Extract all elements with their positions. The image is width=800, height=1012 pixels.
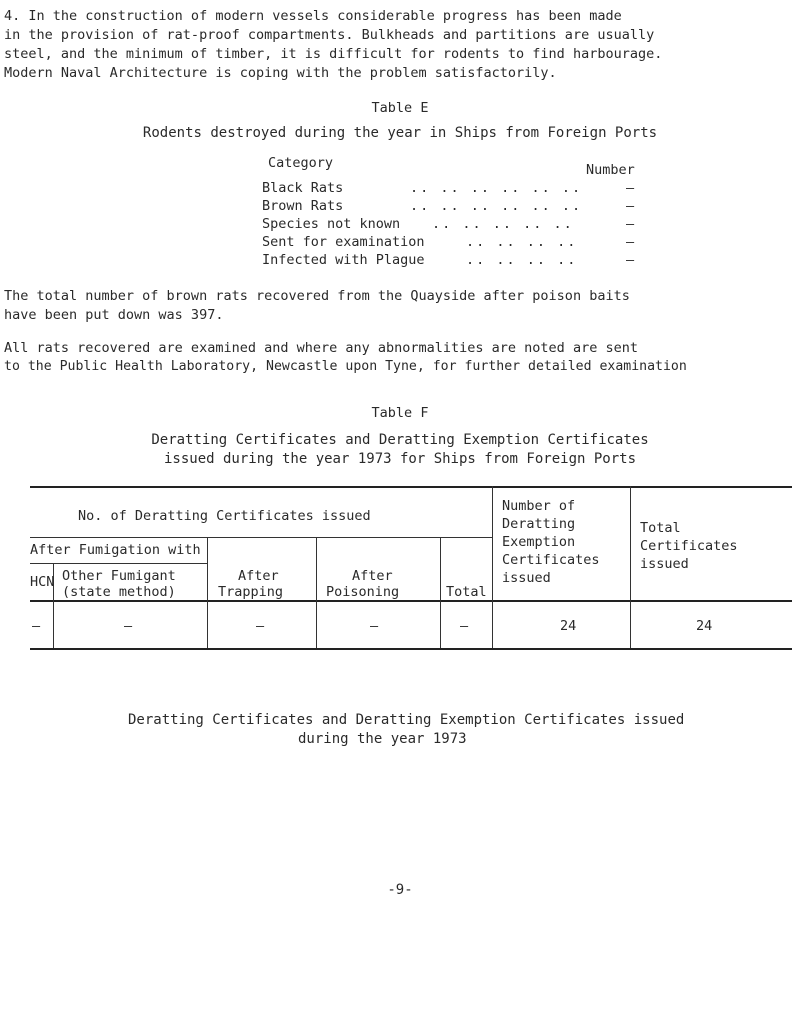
number-value: — [626,234,635,250]
table-divider [207,537,208,648]
total-certificates-header-3: issued [640,556,689,572]
brown-rats-line1: The total number of brown rats recovered from the Quayside after poison baits [4,288,630,304]
dot-leader: .. .. .. .. .. .. [410,180,583,196]
poisoning-value: — [370,618,379,634]
table-e-title: Table E [371,100,429,116]
hcn-header: HCN [30,574,55,590]
number-value: — [626,180,635,196]
category-label: Sent for examination [262,234,425,250]
number-value: — [626,216,635,232]
total-certificates-header-1: Total [640,520,681,536]
number-value: — [626,198,635,214]
exemption-header-3: Exemption [502,534,576,550]
para4-line3: steel, and the minimum of timber, it is difficult for rodents to find harbourage. [4,46,663,62]
table-rule [30,563,207,564]
dot-leader: .. .. .. .. .. [432,216,574,232]
brown-rats-line2: have been put down was 397. [4,307,224,323]
total-certificates-header-2: Certificates [640,538,738,554]
table-divider [630,486,631,648]
after-trapping-header-2: Trapping [218,584,284,600]
table-e-number-header: Number [586,162,635,178]
table-divider [492,486,493,648]
category-label: Black Rats [262,180,344,196]
after-poisoning-header: After [352,568,393,584]
para4-line1: 4. In the construction of modern vessels considerable progress has been made [4,8,622,24]
exemption-header-4: Certificates [502,552,600,568]
after-trapping-header: After [238,568,279,584]
para4-line2: in the provision of rat-proof compartments. Bulkheads and partitions are usually [4,27,655,43]
all-rats-line1: All rats recovered are examined and where any abnormalities are noted are sent [4,340,638,356]
all-rats-line2: to the Public Health Laboratory, Newcastle upon Tyne, for further detailed examination [4,359,687,374]
page-number: -9- [387,882,413,898]
table-rule [30,486,792,488]
table-e-subtitle: Rodents destroyed during the year in Ships from Foreign Ports [142,125,658,141]
table-e-category-header: Category [268,155,334,171]
trapping-value: — [256,618,265,634]
exemption-header-2: Deratting [502,516,576,532]
number-value: — [626,252,635,268]
category-label: Brown Rats [262,198,344,214]
para4-line4: Modern Naval Architecture is coping with the problem satisfactorily. [4,65,557,81]
dot-leader: .. .. .. .. [466,252,578,268]
total-certificates-value: 24 [696,618,713,634]
hcn-value: — [32,618,41,634]
other-fumigant-header: Other Fumigant [62,568,176,584]
table-rule [30,537,492,538]
table-rule [30,648,792,650]
footer-caption-line1: Deratting Certificates and Deratting Exemption Certificates issued [128,712,685,728]
other-fumigant-method: (state method) [62,584,176,600]
total-header: Total [446,584,487,600]
table-divider [440,537,441,648]
table-f-subtitle-line2: issued during the year 1973 for Ships from Foreign Ports [163,451,636,467]
category-label: Infected with Plague [262,252,425,268]
table-divider [316,537,317,648]
table-f-title: Table F [371,405,429,421]
dot-leader: .. .. .. .. .. .. [410,198,583,214]
category-label: Species not known [262,216,401,232]
exemption-value: 24 [560,618,577,634]
table-f-subtitle-line1: Deratting Certificates and Deratting Exemption Certificates [151,432,649,448]
exemption-header-1: Number of [502,498,576,514]
exemption-header-5: issued [502,570,551,586]
other-fumigant-value: — [124,618,133,634]
issued-group-header: No. of Deratting Certificates issued [78,508,371,524]
fumigation-header: After Fumigation with [30,542,201,558]
dot-leader: .. .. .. .. [466,234,578,250]
total-value: — [460,618,469,634]
after-poisoning-header-2: Poisoning [326,584,400,600]
footer-caption-line2: during the year 1973 [298,731,467,747]
